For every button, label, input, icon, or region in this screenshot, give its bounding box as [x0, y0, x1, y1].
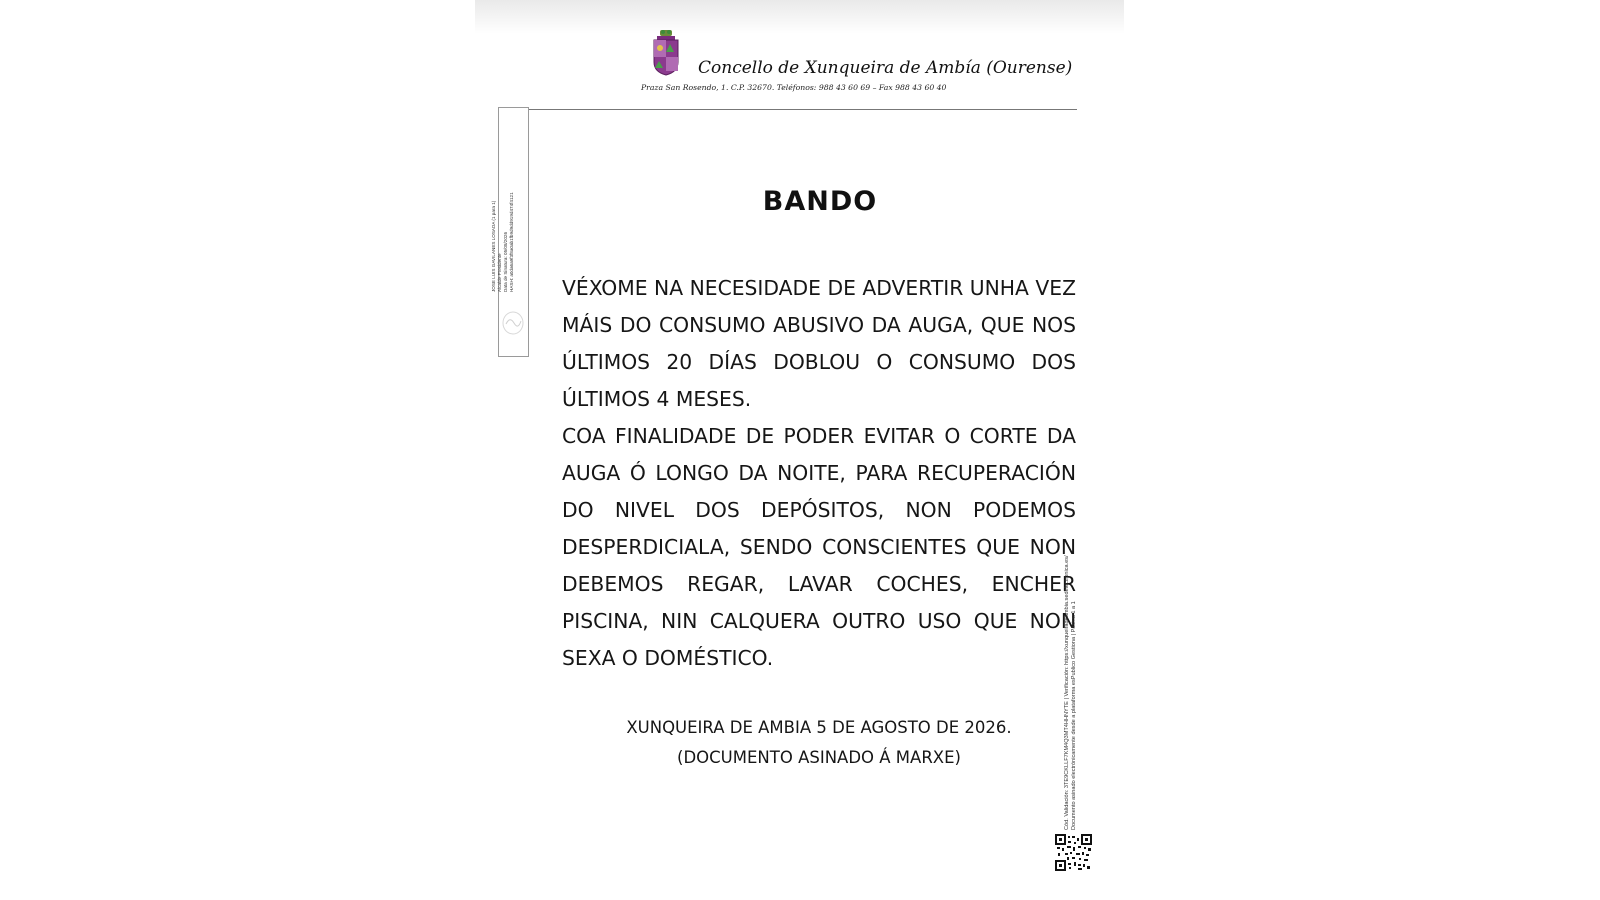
- signature-date: Data de Sinatura: 05/08/2026: [503, 231, 508, 292]
- signature-stamp-icon: [501, 310, 525, 336]
- signature-margin-text: [483, 180, 543, 295]
- place-date-line: XUNQUEIRA DE AMBIA 5 DE AGOSTO DE 2026.: [626, 718, 1012, 737]
- page-top-shadow: [475, 0, 1124, 34]
- verification-code-line: Cód. Validación: 3TE9CKLLF7KM4Q3MT4HHNYTE | Verificación: https://xunqueiradeambia.sedelectronica.es/: [1064, 555, 1070, 830]
- signature-hash: HASH: a0da6a9f3f8a0ab1fb9d9dd919d474f4121: [509, 192, 514, 292]
- qr-code-icon[interactable]: [1055, 834, 1092, 871]
- municipality-address: Praza San Rosendo, 1. C.P. 32670. Teléfonos: 988 43 60 69 – Fax 988 43 60 40: [641, 83, 947, 92]
- header-divider: [529, 109, 1077, 110]
- electronic-signature-line: Documento asinado electrónicamente desde a plataforma esPublico Gestiona | Páxina 1 a 1: [1071, 601, 1077, 830]
- document-body: [562, 270, 1076, 677]
- signer-role: Alcalde-Presidente: [497, 253, 502, 292]
- municipality-name: Concello de Xunqueira de Ambía (Ourense): [698, 58, 1073, 78]
- coat-of-arms-logo: [651, 28, 681, 76]
- document-title: BANDO: [762, 186, 878, 217]
- signed-in-margin-note: (DOCUMENTO ASINADO Á MARXE): [677, 748, 961, 767]
- body-paragraph-2: COA FINALIDADE DE PODER EVITAR O CORTE DA AUGA Ó LONGO DA NOITE, PARA RECUPERACIÓN DO NIVEL DOS DEPÓSITOS, NON PODEMOS DESPERDICIALA, SENDO CONSCIENTES QUE NON DEBEMOS REGAR, LAVAR COCHES, ENCHER PISCINA, NIN CALQUERA OUTRO USO QUE NON SEXA O DOMÉSTICO.: [562, 424, 1076, 670]
- signer-name: JOSE LUIS GAVILANES LOSADA (1 para 1): [491, 200, 496, 292]
- body-paragraph-1: VÉXOME NA NECESIDADE DE ADVERTIR UNHA VEZ MÁIS DO CONSUMO ABUSIVO DA AUGA, QUE NOS ÚLTIMOS 20 DÍAS DOBLOU O CONSUMO DOS ÚLTIMOS 4 MESES.: [562, 276, 1076, 411]
- verification-margin-text: [1064, 530, 1104, 830]
